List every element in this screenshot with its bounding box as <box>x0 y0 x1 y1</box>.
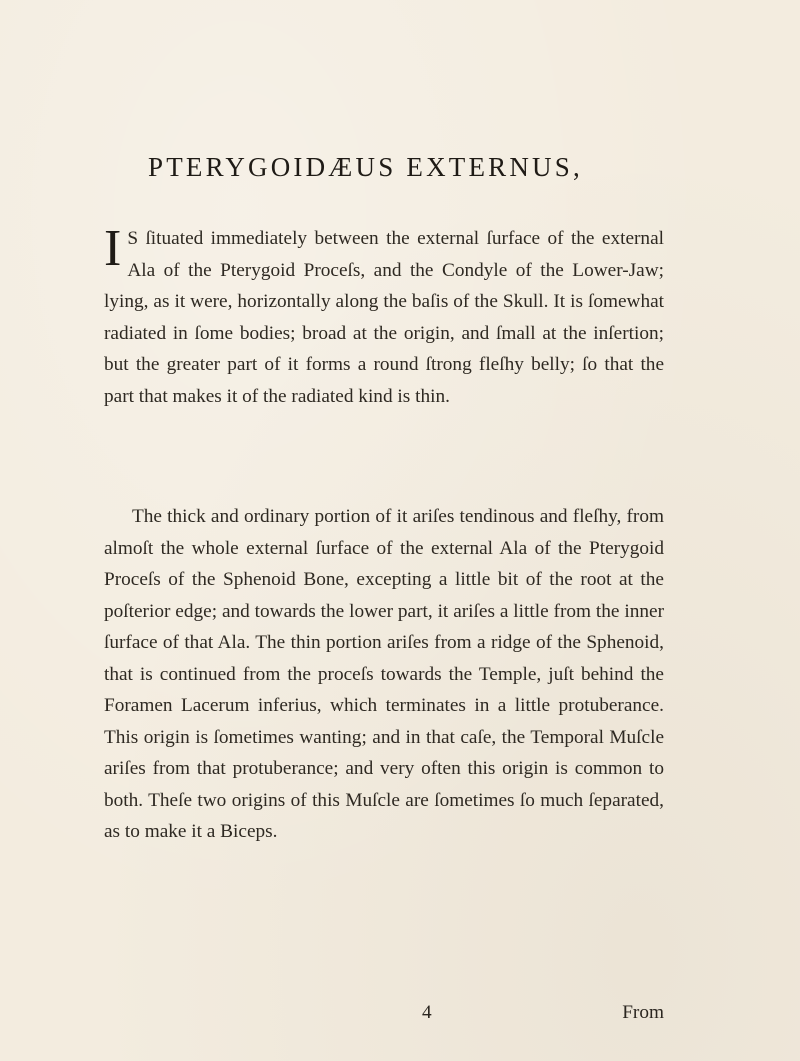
page-heading: PTERYGOIDÆUS EXTERNUS, <box>148 152 583 182</box>
page-footer <box>104 1002 664 1032</box>
paragraph-2: The thick and ordinary portion of it ariſes tendinous and fleſhy, from almoſt the whole external ſurface of the external Ala of the Pterygoid Proceſs of the Sphenoid Bone, excepting a little bit of the root at the poſterior edge; and towards the lower part, it ariſes a little from the inner ſurface of that Ala. The thin portion ariſes from a ridge of the Sphenoid, that is continued from the proceſs towards the Temple, juſt behind the Foramen Lacerum inferius, which terminates in a little protuberance. This origin is ſometimes wanting; and in that caſe, the Temporal Muſcle ariſes from that protuberance; and very often this origin is common to both. Theſe two origins of this Muſcle are ſometimes ſo much ſeparated, as to make it a Biceps. <box>104 506 664 842</box>
drop-cap-initial: I <box>104 220 122 277</box>
catchword: From <box>622 1002 664 1023</box>
paragraph-1 <box>104 220 664 412</box>
paragraph-1-text: S ſituated immediately between the external ſurface of the external Ala of the Pterygoid Proceſs, and the Condyle of the Lower-Jaw; lying, as it were, horizontally along the baſis of the Skull. It is ſomewhat radiated in ſome bodies; broad at the origin, and ſmall at the inſertion; but the greater part of it forms a round ſtrong fleſhy belly; ſo that the part that makes it of the radiated kind is thin. <box>104 228 664 407</box>
signature-mark: 4 <box>422 1002 432 1023</box>
